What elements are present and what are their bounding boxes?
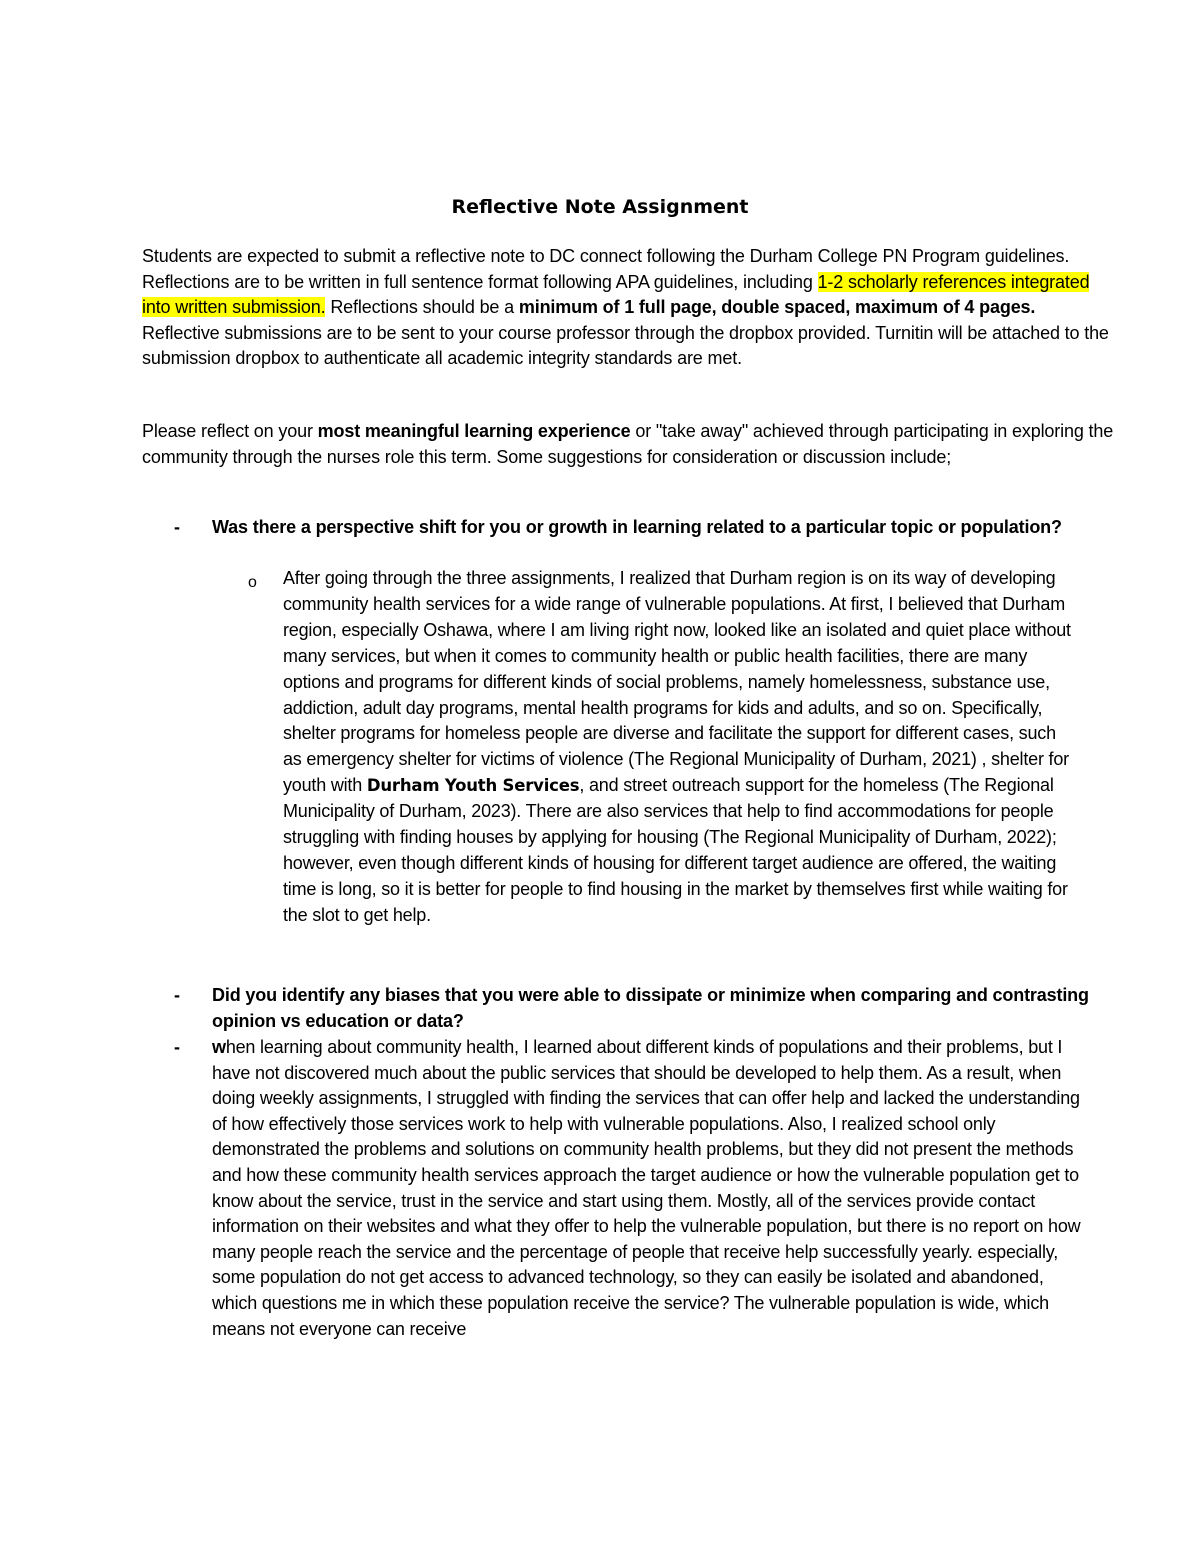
- answer-1-text-1: After going through the three assignments, I realized that Durham region is on its way of developing community health services for a wide range of vulnerable populations. At first, I believed that Durham region, especially Oshawa, where I am living right now, looked like an isolated and quiet place without many services, but when it comes to community health or public health facilities, there are many options and programs for different kinds of social problems, namely homelessness, substance use, addiction, adult day programs, mental health programs for kids and adults, and so on. Specifically, shelter programs for homeless people are diverse and facilitate the support for different cases, such as emergency shelter for victims of violence (The Regional Municipality of Durham, 2021) , shelter for youth with: [283, 568, 1071, 796]
- page-title: Reflective Note Assignment: [451, 196, 749, 218]
- bullet-dash-2: -: [174, 985, 180, 1005]
- answer-2: [212, 1035, 1082, 1342]
- prompt-text-2: or "take away" achieved through participating in exploring the community through the nurses role this term. Some suggestions for consideration or discussion include;: [142, 421, 1114, 467]
- organization-name: Durham Youth Services: [366, 776, 580, 796]
- intro-text-1: Students are expected to submit a reflective note to DC connect following the Durham College PN Program guidelines. Reflections are to be written in full sentence format following APA guidelines, including: [142, 246, 1070, 292]
- sub-bullet-1: o: [248, 574, 257, 591]
- answer-2-text: hen learning about community health, I learned about different kinds of populations and their problems, but I have not discovered much about the public services that should be developed to help them. As a result, when doing weekly assignments, I struggled with finding the services that can offer help and lacked the understanding of how effectively those services work to help with vulnerable populations. Also, I realized school only demonstrated the problems and solutions on community health problems, but they did not present the methods and how these community health services approach the target audience or how the vulnerable population get to know about the service, trust in the service and start using them. Mostly, all of the services provide contact information on their websites and what they offer to help the vulnerable population, but there is no report on how many people reach the service and the percentage of people that receive help successfully yearly. especially, some population do not get access to advanced technology, so they can easily be isolated and abandoned, which questions me in which these population receive the service? The vulnerable population is wide, which means not everyone can receive: [212, 1037, 1081, 1339]
- prompt-paragraph: [142, 419, 1117, 470]
- intro-paragraph: [142, 244, 1117, 372]
- question-1: Was there a perspective shift for you or growth in learning related to a particular topic or population?: [212, 517, 1062, 537]
- prompt-text-1: Please reflect on your: [142, 421, 318, 441]
- intro-text-2: Reflections should be a: [325, 297, 519, 318]
- question-2: Did you identify any biases that you were able to dissipate or minimize when comparing and contrasting opinion vs education or data?: [212, 985, 1089, 1031]
- prompt-emphasis: most meaningful learning experience: [317, 421, 631, 441]
- answer-2-first-letter: w: [212, 1037, 226, 1057]
- page-length-requirement: minimum of 1 full page, double spaced, maximum of 4 pages.: [518, 297, 1036, 318]
- bullet-dash-3: -: [174, 1037, 180, 1057]
- bullet-dash-1: -: [174, 517, 180, 537]
- intro-text-3: Reflective submissions are to be sent to your course professor through the dropbox provided. Turnitin will be attached to the submission dropbox to authenticate all academic integrity standards are met.: [142, 322, 1109, 369]
- highlighted-requirement: 1-2 scholarly references integrated into written submission.: [142, 271, 1090, 318]
- answer-1-text-2: , and street outreach support for the homeless (The Regional Municipality of Durham, 2023). There are also services that help to find accommodations for people struggling with finding houses by applying for housing (The Regional Municipality of Durham, 2022); however, even though different kinds of housing for different target audience are offered, the waiting time is long, so it is better for people to find housing in the market by themselves first while waiting for the slot to get help.: [283, 775, 1068, 925]
- answer-1: [283, 566, 1073, 929]
